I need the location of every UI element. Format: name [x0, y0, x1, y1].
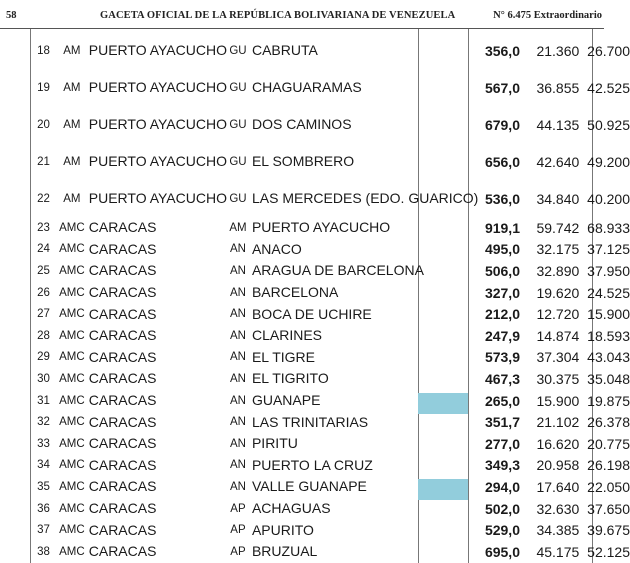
distance-km: 265,0 [484, 392, 520, 409]
origin-state-code: AMC [59, 480, 85, 493]
origin-state-code: AMC [59, 394, 85, 407]
row-number: 30 [37, 372, 50, 385]
fare-value-2: 39.675 [587, 522, 630, 539]
fare-value-1: 45.175 [536, 543, 580, 560]
origin-state-code: AM [63, 155, 81, 168]
origin-state-code: AM [63, 81, 81, 94]
origin-city: CARACAS [88, 370, 157, 387]
row-number: 38 [37, 545, 50, 558]
origin-city: CARACAS [88, 305, 157, 322]
destination-city: CHAGUARAMAS [251, 79, 362, 95]
destination-city: EL TIGRE [251, 348, 315, 365]
destination-state-code: GU [229, 81, 247, 94]
origin-state-code: AMC [59, 264, 85, 277]
destination-state-code: AN [229, 264, 246, 277]
origin-city: CARACAS [88, 478, 157, 495]
table-row [32, 368, 630, 390]
origin-state-code: AMC [59, 286, 85, 299]
fare-value-2: 26.198 [587, 457, 630, 474]
origin-city: CARACAS [88, 240, 157, 257]
destination-city: LAS TRINITARIAS [251, 413, 369, 430]
origin-city: PUERTO AYACUCHO [88, 190, 227, 206]
fare-value-1: 19.620 [536, 284, 580, 301]
header-rule [0, 28, 604, 29]
table-row [32, 32, 630, 69]
distance-km: 351,7 [484, 414, 520, 431]
row-number: 26 [37, 286, 50, 299]
origin-city: CARACAS [88, 413, 157, 430]
distance-km: 294,0 [484, 478, 520, 495]
origin-city: PUERTO AYACUCHO [88, 42, 227, 58]
destination-state-code: AP [230, 524, 246, 537]
fare-value-1: 14.874 [536, 327, 580, 344]
origin-state-code: AMC [59, 221, 85, 234]
issue-number: N° 6.475 Extraordinario [493, 10, 602, 21]
table-row [32, 260, 630, 282]
distance-km: 467,3 [484, 370, 520, 387]
fare-value-2: 49.200 [587, 153, 630, 170]
distance-km: 656,0 [484, 153, 520, 170]
distance-km: 573,9 [484, 349, 520, 366]
destination-state-code: AN [229, 243, 246, 256]
origin-state-code: AMC [59, 416, 85, 429]
origin-city: CARACAS [88, 543, 157, 560]
distance-km: 212,0 [484, 306, 520, 323]
destination-state-code: AN [229, 329, 246, 342]
table-row [32, 180, 630, 217]
distance-km: 506,0 [484, 262, 520, 279]
distance-km: 277,0 [484, 435, 520, 452]
destination-city: ARAGUA DE BARCELONA [251, 262, 424, 279]
table-row [32, 455, 630, 477]
distance-km: 349,3 [484, 457, 520, 474]
row-number: 19 [37, 81, 50, 94]
table-row [32, 476, 630, 498]
row-number: 36 [37, 502, 50, 515]
origin-state-code: AMC [59, 437, 85, 450]
page-header [0, 0, 630, 28]
destination-city: VALLE GUANAPE [251, 478, 367, 495]
distance-km: 679,0 [484, 116, 520, 133]
origin-city: PUERTO AYACUCHO [88, 116, 227, 132]
origin-state-code: AMC [59, 372, 85, 385]
fare-value-2: 37.950 [587, 262, 630, 279]
fare-value-2: 26.700 [587, 42, 630, 59]
destination-city: PUERTO AYACUCHO [251, 219, 391, 236]
fare-value-1: 32.890 [536, 262, 580, 279]
row-number: 37 [37, 524, 50, 537]
origin-city: CARACAS [88, 456, 157, 473]
row-number: 27 [37, 308, 50, 321]
destination-city: PUERTO LA CRUZ [251, 456, 373, 473]
origin-state-code: AMC [59, 308, 85, 321]
destination-state-code: AN [229, 394, 246, 407]
destination-state-code: GU [229, 44, 247, 57]
page-number: 58 [6, 10, 17, 21]
origin-city: CARACAS [88, 284, 157, 301]
destination-city: CABRUTA [251, 42, 318, 58]
origin-state-code: AMC [59, 329, 85, 342]
row-number: 25 [37, 264, 50, 277]
destination-city: EL SOMBRERO [251, 153, 355, 169]
row-number: 20 [37, 118, 50, 131]
origin-city: CARACAS [88, 392, 157, 409]
destination-state-code: AN [229, 308, 246, 321]
table-row [32, 411, 630, 433]
fare-value-2: 50.925 [587, 116, 630, 133]
destination-state-code: GU [229, 155, 247, 168]
fare-value-2: 40.200 [587, 190, 630, 207]
origin-state-code: AM [63, 44, 81, 57]
distance-km: 495,0 [484, 241, 520, 258]
row-number: 33 [37, 437, 50, 450]
fare-value-2: 15.900 [587, 306, 630, 323]
table-row [32, 347, 630, 369]
fare-value-2: 43.043 [587, 349, 630, 366]
table-row [32, 143, 630, 180]
destination-city: DOS CAMINOS [251, 116, 352, 132]
distance-km: 356,0 [484, 42, 520, 59]
table-row [32, 325, 630, 347]
table-row [32, 282, 630, 304]
distance-km: 567,0 [484, 79, 520, 96]
row-number: 29 [37, 351, 50, 364]
distance-tariff-table [32, 32, 630, 563]
table-row [32, 433, 630, 455]
destination-state-code: GU [229, 192, 247, 205]
fare-value-1: 30.375 [536, 370, 580, 387]
fare-value-1: 36.855 [536, 79, 580, 96]
table-row [32, 390, 630, 412]
row-number: 24 [37, 243, 50, 256]
origin-city: CARACAS [88, 435, 157, 452]
distance-km: 919,1 [484, 219, 520, 236]
destination-city: CLARINES [251, 327, 322, 344]
destination-state-code: AN [229, 286, 246, 299]
origin-city: CARACAS [88, 262, 157, 279]
origin-city: CARACAS [88, 348, 157, 365]
origin-state-code: AMC [59, 524, 85, 537]
destination-state-code: GU [229, 118, 247, 131]
origin-state-code: AM [63, 118, 81, 131]
origin-city: CARACAS [88, 327, 157, 344]
row-number: 34 [37, 459, 50, 472]
fare-value-1: 21.102 [536, 414, 580, 431]
table-row [32, 69, 630, 106]
table-row [32, 217, 630, 239]
origin-city: CARACAS [88, 219, 157, 236]
destination-state-code: AN [229, 416, 246, 429]
fare-value-2: 37.650 [587, 500, 630, 517]
destination-city: ACHAGUAS [251, 500, 331, 517]
fare-value-1: 15.900 [536, 392, 580, 409]
table-left-border [30, 29, 31, 563]
fare-value-2: 20.775 [587, 435, 630, 452]
origin-state-code: AMC [59, 243, 85, 256]
destination-state-code: AN [229, 437, 246, 450]
destination-state-code: AM [229, 221, 247, 234]
distance-km: 327,0 [484, 284, 520, 301]
destination-state-code: AN [229, 459, 246, 472]
distance-km: 695,0 [484, 543, 520, 560]
distance-km: 536,0 [484, 190, 520, 207]
table-row [32, 303, 630, 325]
origin-state-code: AM [63, 192, 81, 205]
fare-value-2: 18.593 [587, 327, 630, 344]
origin-state-code: AMC [59, 459, 85, 472]
row-number: 23 [37, 221, 50, 234]
fare-value-1: 32.175 [536, 241, 580, 258]
row-number: 18 [37, 44, 50, 57]
fare-value-1: 34.840 [536, 190, 580, 207]
destination-city: BARCELONA [251, 284, 339, 301]
fare-value-1: 21.360 [536, 42, 580, 59]
fare-value-2: 42.525 [587, 79, 630, 96]
destination-state-code: AN [229, 372, 246, 385]
destination-city: APURITO [251, 521, 314, 538]
origin-state-code: AMC [59, 545, 85, 558]
distance-km: 502,0 [484, 500, 520, 517]
origin-city: CARACAS [88, 500, 157, 517]
fare-value-1: 32.630 [536, 500, 580, 517]
fare-value-2: 24.525 [587, 284, 630, 301]
fare-value-1: 34.385 [536, 522, 580, 539]
gazette-title: GACETA OFICIAL DE LA REPÚBLICA BOLIVARIANA DE VENEZUELA [100, 10, 456, 21]
destination-state-code: AP [230, 545, 246, 558]
origin-city: PUERTO AYACUCHO [88, 79, 227, 95]
fare-value-1: 16.620 [536, 435, 580, 452]
table-row [32, 541, 630, 563]
fare-value-1: 42.640 [536, 153, 580, 170]
destination-city: BOCA DE UCHIRE [251, 305, 372, 322]
table-row [32, 498, 630, 520]
fare-value-1: 44.135 [536, 116, 580, 133]
table-row [32, 106, 630, 143]
destination-city: LAS MERCEDES (EDO. GUARICO) [251, 190, 479, 206]
fare-value-2: 22.050 [587, 478, 630, 495]
fare-value-1: 20.958 [536, 457, 580, 474]
destination-city: BRUZUAL [251, 543, 318, 560]
destination-city: GUANAPE [251, 392, 321, 409]
fare-value-1: 59.742 [536, 219, 580, 236]
distance-km: 247,9 [484, 327, 520, 344]
fare-value-1: 12.720 [536, 306, 580, 323]
fare-value-2: 37.125 [587, 241, 630, 258]
fare-value-2: 35.048 [587, 370, 630, 387]
fare-value-1: 17.640 [536, 478, 580, 495]
table-row [32, 519, 630, 541]
origin-state-code: AMC [59, 351, 85, 364]
row-number: 35 [37, 480, 50, 493]
row-number: 31 [37, 394, 50, 407]
row-number: 21 [37, 155, 50, 168]
destination-city: PIRITU [251, 435, 298, 452]
destination-state-code: AN [229, 480, 246, 493]
row-number: 32 [37, 416, 50, 429]
destination-city: ANACO [251, 240, 302, 257]
origin-city: CARACAS [88, 521, 157, 538]
fare-value-2: 19.875 [587, 392, 630, 409]
origin-state-code: AMC [59, 502, 85, 515]
destination-city: EL TIGRITO [251, 370, 329, 387]
origin-city: PUERTO AYACUCHO [88, 153, 227, 169]
destination-state-code: AP [230, 502, 246, 515]
distance-km: 529,0 [484, 522, 520, 539]
destination-state-code: AN [229, 351, 246, 364]
row-number: 22 [37, 192, 50, 205]
fare-value-2: 68.933 [587, 219, 630, 236]
fare-value-2: 52.125 [587, 543, 630, 560]
table-row [32, 239, 630, 261]
fare-value-2: 26.378 [587, 414, 630, 431]
row-number: 28 [37, 329, 50, 342]
fare-value-1: 37.304 [536, 349, 580, 366]
